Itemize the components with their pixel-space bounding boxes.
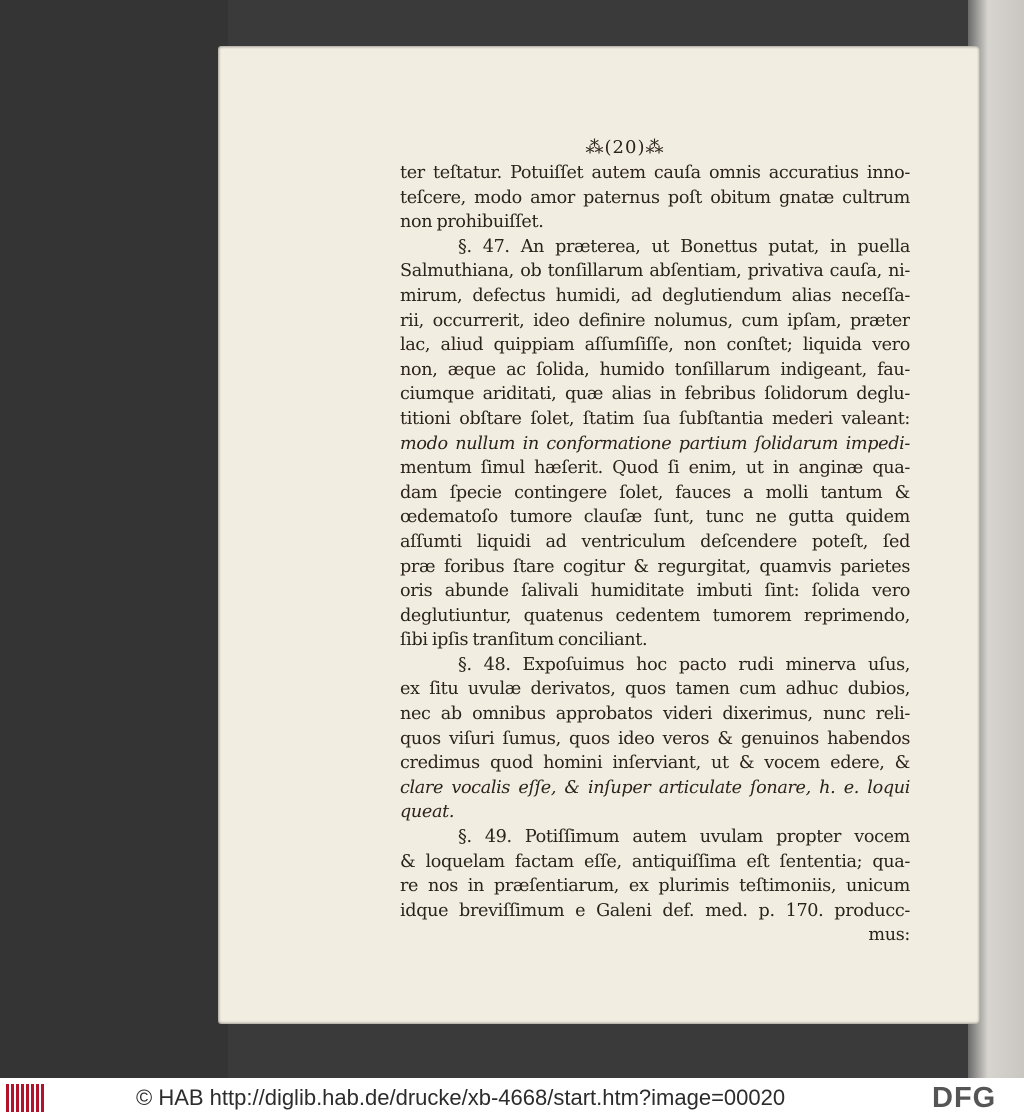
text-line: credimus quod homini inſerviant, ut & vocem edere, & [400,753,910,774]
text-line: ſibi ipſis tranſitum conciliant. [400,630,648,651]
text-line: Salmuthiana, ob tonſillarum abſentiam, privativa cauſa, ni- [400,261,910,282]
text-line: ter teſtatur. Potuiſſet autem cauſa omnis accuratius inno- [400,163,910,183]
text-line: quos viſuri ſumus, quos ideo veros & genuinos habendos [400,728,910,749]
text-line: ciumque ariditati, quæ alias in febribus ſolidorum deglu- [400,384,910,405]
section-49-start: §. 49. Potiſſimum autem uvulam propter vocem [458,827,910,848]
text-line: titioni obſtare ſolet, ſtatim ſua ſubſtantia mederi valeant: [400,408,910,429]
section-48-start: §. 48. Expoſuimus hoc pacto rudi minerva uſus, [458,654,910,675]
text-line: re nos in præſentiarum, ex plurimis teſtimoniis, unicum [400,876,910,897]
text-line: mentum ſimul hæſerit. Quod ſi enim, ut in anginæ qua- [400,458,910,479]
page-text [400,135,910,948]
text-line: lac, aliud quippiam aſſumſiſſe, non conſtet; liquida vero [400,335,910,356]
scanner-background-left [0,0,228,1078]
text-line: idque breviſſimum e Galeni def. med. p. 170. producc- [400,900,910,921]
library-logo-icon [6,1084,46,1112]
text-line: mirum, defectus humidi, ad deglutiendum alias neceſſa- [400,285,910,306]
text-line-italic: queat. [400,802,455,823]
text-line: aſſumti liquidi ad ventriculum deſcendere poteſt, ſed [400,531,910,552]
text-line: œdematoſo tumore clauſæ ſunt, tunc ne gutta quidem [400,507,910,528]
text-line: oris abunde ſalivali humiditate imbuti ſint: ſolida vero [400,581,910,602]
text-line-italic: modo nullum in conformatione partium ſolidarum impedi- [400,433,910,454]
text-line: non prohibuiſſet. [400,212,544,233]
page-number-header: ⁂(20)⁂ [585,137,665,158]
text-line-italic: clare vocalis eſſe, & inſuper articulate ſonare, h. e. loqui [400,777,910,798]
dfg-logo: DFG [932,1082,997,1114]
text-line: non, æque ac ſolida, humido tonſillarum indigeant, fau- [400,359,910,380]
text-line: rii, occurrerit, ideo definire nolumus, cum ipſam, præter [400,310,910,331]
text-line: & loquelam factam eſſe, antiquiſſima eſt ſententia; qua- [400,851,910,872]
text-line-catchword: mus: [868,925,910,946]
section-47-start: §. 47. An præterea, ut Bonettus putat, in puella [458,236,910,257]
text-line: teſcere, modo amor paternus poſt obitum gnatæ cultrum [400,187,910,208]
copyright-link[interactable]: © HAB http://diglib.hab.de/drucke/xb-4668/start.htm?image=00020 [136,1085,786,1110]
text-line: dam ſpecie contingere ſolet, fauces a molli tantum & [400,482,910,503]
text-line: præ foribus ſtare cogitur & regurgitat, quamvis parietes [400,556,910,577]
text-line: deglutiuntur, quatenus cedentem tumorem reprimendo, [400,605,910,626]
footer-bar [0,1078,1024,1118]
text-line: ex ſitu uvulæ derivatos, quos tamen cum adhuc dubios, [400,679,910,700]
text-line: nec ab omnibus approbatos videri dixerimus, nunc reli- [400,704,910,725]
